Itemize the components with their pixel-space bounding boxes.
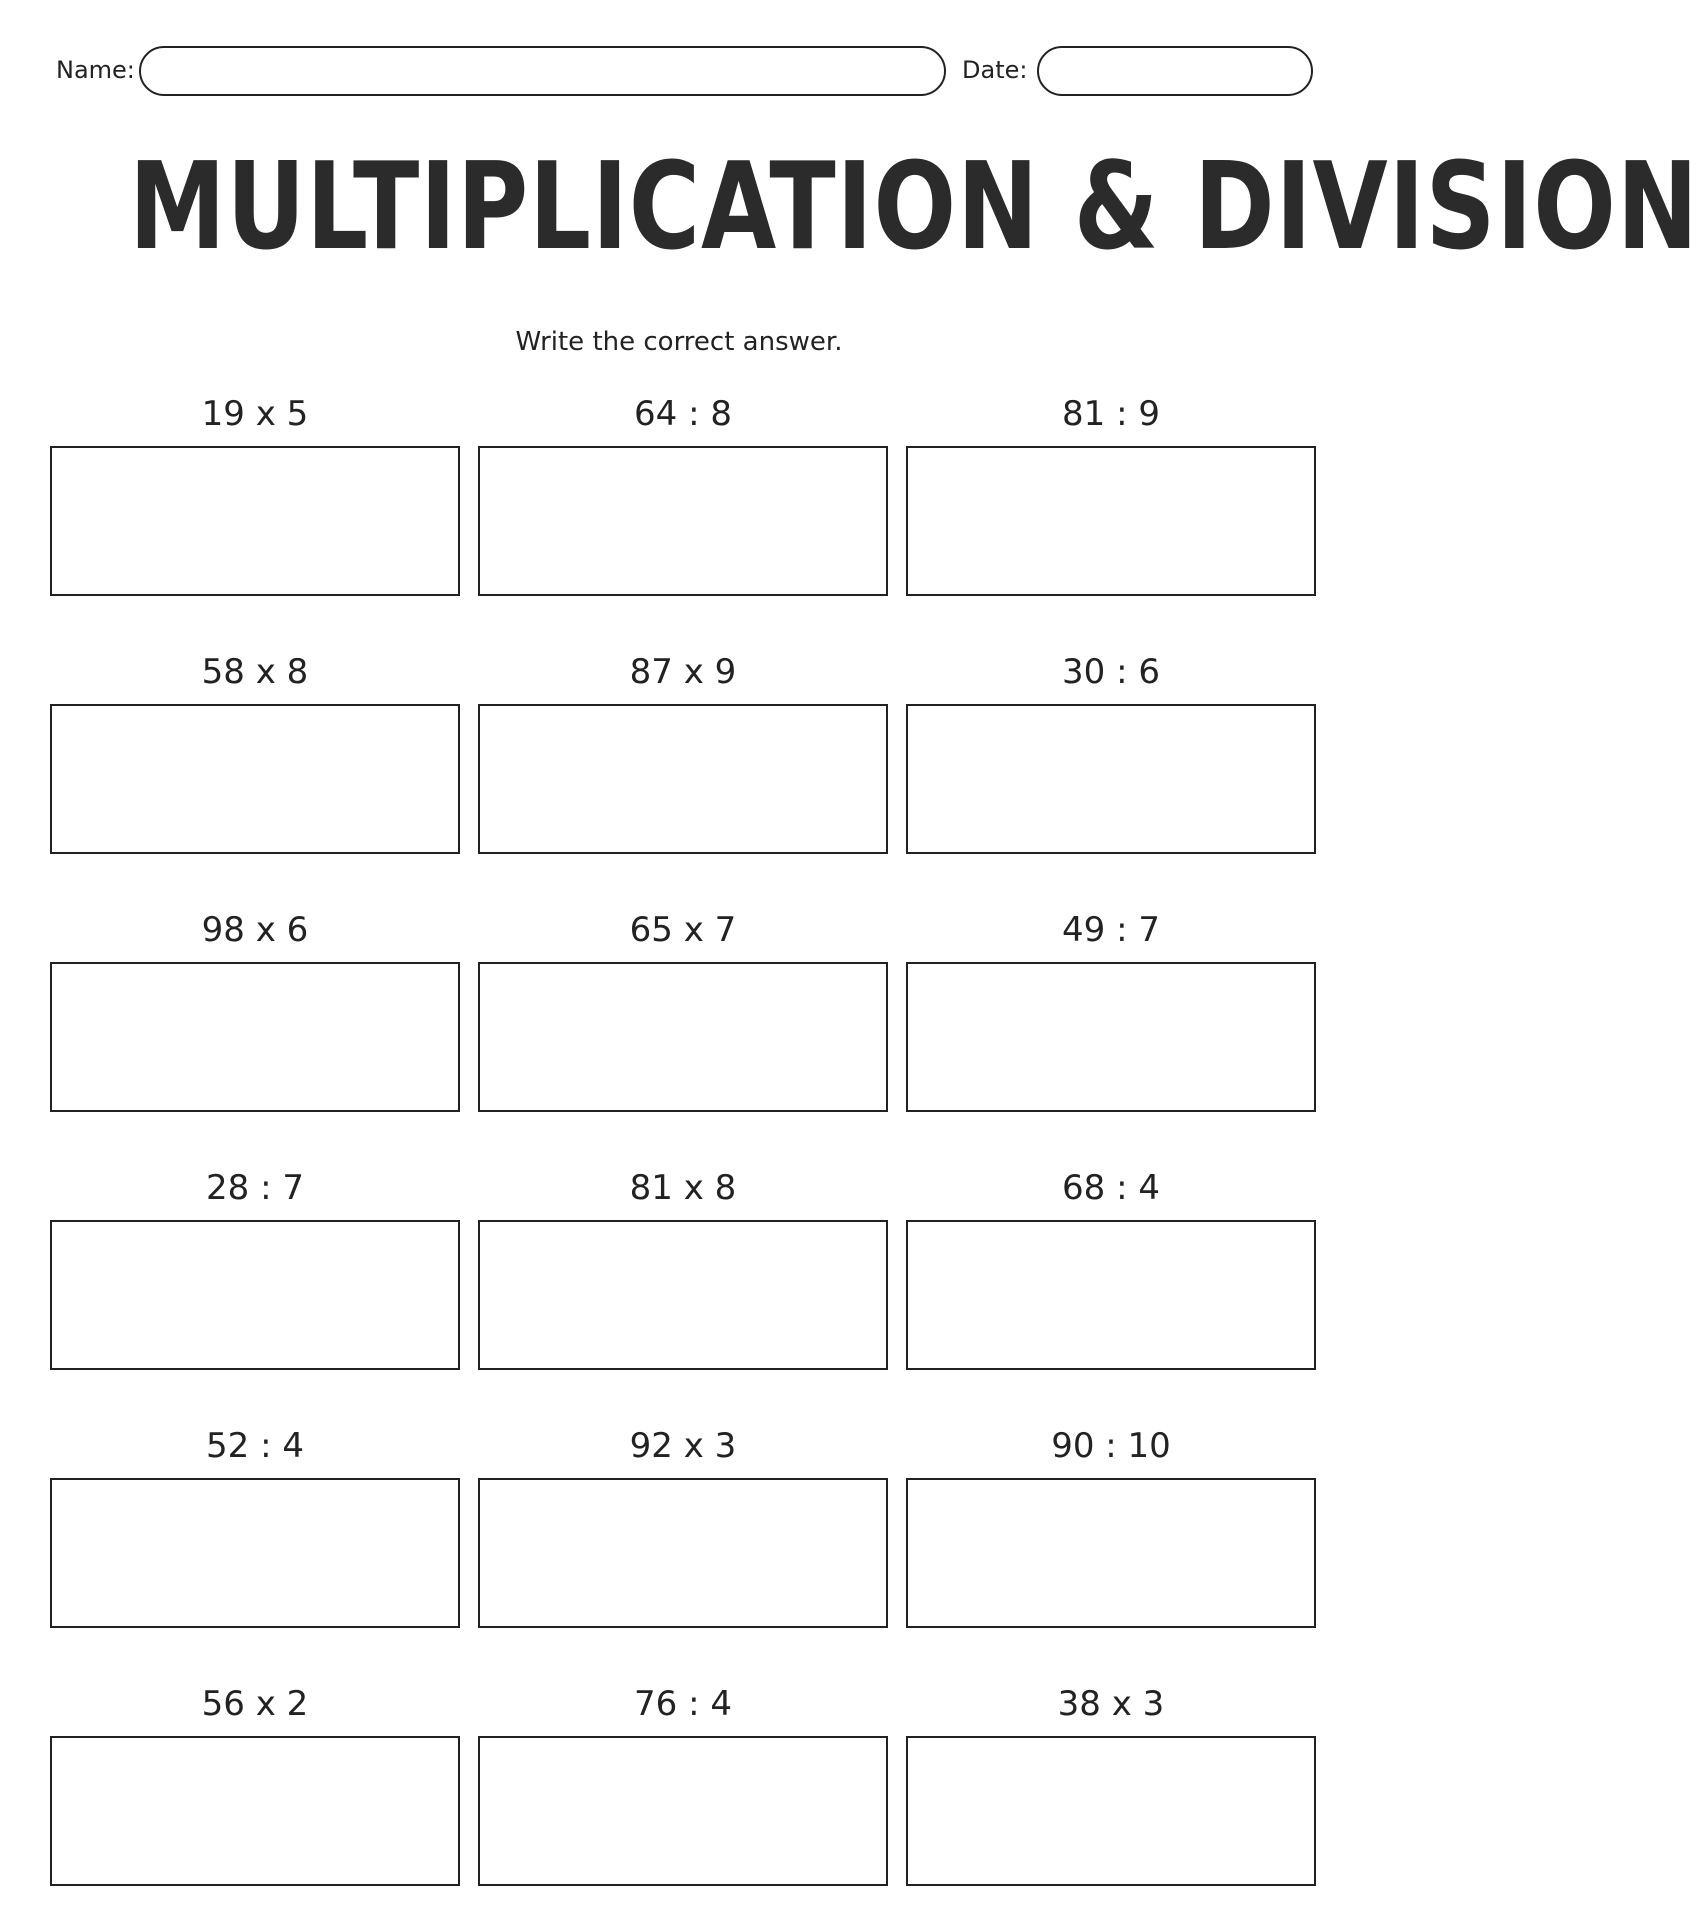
problem-label: 81 x 8 [629, 1168, 737, 1208]
answer-box[interactable] [50, 962, 460, 1112]
answer-box[interactable] [478, 446, 888, 596]
problem-item [906, 394, 1316, 596]
problem-label: 92 x 3 [629, 1426, 737, 1466]
answer-box[interactable] [50, 446, 460, 596]
problem-item [50, 394, 460, 596]
answer-box[interactable] [478, 1478, 888, 1628]
problem-label: 98 x 6 [201, 910, 309, 950]
page-title: MULTIPLICATION & DIVISION [129, 138, 1699, 277]
problem-item [50, 1684, 460, 1886]
problem-label: 87 x 9 [629, 652, 737, 692]
problem-label: 76 : 4 [634, 1684, 732, 1724]
problem-label: 90 : 10 [1051, 1426, 1171, 1466]
date-label: Date: [962, 56, 1028, 84]
problem-label: 49 : 7 [1062, 910, 1160, 950]
problem-item [50, 1168, 460, 1370]
problem-item [906, 1684, 1316, 1886]
problem-label: 28 : 7 [206, 1168, 304, 1208]
problem-label: 64 : 8 [634, 394, 732, 434]
answer-box[interactable] [478, 704, 888, 854]
answer-box[interactable] [50, 704, 460, 854]
problem-item [478, 910, 888, 1112]
answer-box[interactable] [478, 1220, 888, 1370]
problem-label: 68 : 4 [1062, 1168, 1160, 1208]
answer-box[interactable] [50, 1220, 460, 1370]
answer-box[interactable] [906, 1220, 1316, 1370]
answer-box[interactable] [478, 1736, 888, 1886]
problem-item [906, 652, 1316, 854]
instruction-text: Write the correct answer. [515, 327, 843, 357]
problem-item [906, 1168, 1316, 1370]
header-row [0, 0, 1358, 110]
problem-item [50, 1426, 460, 1628]
problem-item [478, 652, 888, 854]
problem-item [906, 1426, 1316, 1628]
problem-grid [50, 394, 1316, 1886]
problem-item [50, 910, 460, 1112]
problem-label: 19 x 5 [201, 394, 309, 434]
answer-box[interactable] [50, 1736, 460, 1886]
answer-box[interactable] [50, 1478, 460, 1628]
answer-box[interactable] [906, 704, 1316, 854]
answer-box[interactable] [906, 1736, 1316, 1886]
answer-box[interactable] [906, 446, 1316, 596]
problem-label: 30 : 6 [1062, 652, 1160, 692]
answer-box[interactable] [478, 962, 888, 1112]
date-field[interactable] [1037, 46, 1313, 96]
problem-label: 58 x 8 [201, 652, 309, 692]
problem-item [478, 1426, 888, 1628]
problem-label: 56 x 2 [201, 1684, 309, 1724]
problem-item [50, 652, 460, 854]
problem-label: 38 x 3 [1057, 1684, 1165, 1724]
problem-label: 65 x 7 [629, 910, 737, 950]
problem-label: 52 : 4 [206, 1426, 304, 1466]
answer-box[interactable] [906, 1478, 1316, 1628]
problem-item [906, 910, 1316, 1112]
problem-item [478, 1684, 888, 1886]
answer-box[interactable] [906, 962, 1316, 1112]
problem-item [478, 1168, 888, 1370]
name-label: Name: [56, 56, 135, 84]
problem-label: 81 : 9 [1062, 394, 1160, 434]
problem-item [478, 394, 888, 596]
name-field[interactable] [139, 46, 946, 96]
